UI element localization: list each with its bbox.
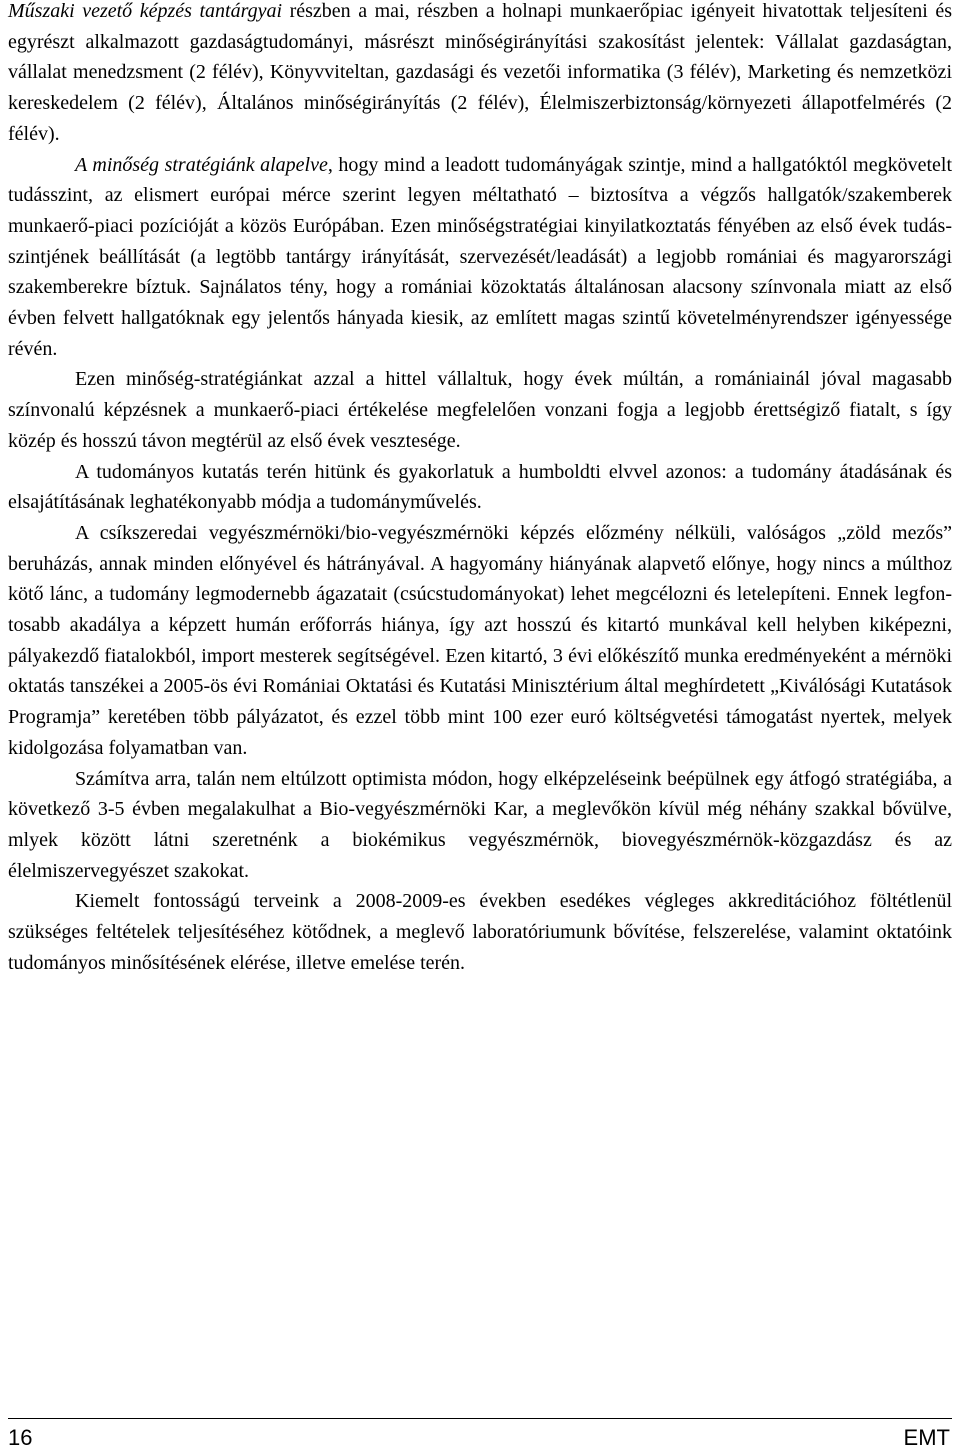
document-body [8, 0, 952, 979]
footer-label: EMT [903, 1425, 950, 1450]
paragraph-research: A tudományos kutatás terén hitünk és gyakorlatuk a humboldti elvvel azonos: a tudomány átadásának és elsajátításának leghatékonyabb módja a tudományművelés. [8, 460, 952, 514]
paragraph-curriculum [8, 0, 952, 150]
paragraph-text: , hogy mind a leadott tudományágak szintje, mind a hallgatóktól megkövetelt tudásszint, az elismert európai mérce szerint legyen méltatható – biztosítva a végzős hallgatók/szakemberek munkaerő-piaci pozícióját a közös Európában. Ezen minőségstratégiai kinyilatkoztatás fényében az első évek tudás-szintjének beállítását (a legtöbb tantárgy irányítását, szervezését/leadását) a legjobb romániai és magyarországi szakemberekre bíztuk. Sajnálatos tény, hogy a romániai közoktatás általánosan alacsony színvonala miatt az első évben felvett hallgatóknak egy jelentős hányada kiesik, az említett magas szintű követelményrendszer igényessége révén. [8, 153, 953, 360]
paragraph-emphasis: A minőség stratégiánk alapelve [75, 153, 328, 176]
page-number: 16 [8, 1425, 33, 1450]
paragraph-engineering-training: A csíkszeredai vegyészmérnöki/bio-vegyészmérnöki képzés előzmény nélküli, valóságos „zöld mezős” beruházás, annak minden előnyével és hátrányával. A hagyomány hiányának alapvető előnye, hogy nincs a múlthoz kötő lánc, a tudomány legmodernebb ágazatait (csúcstudományokat) lehet megcélozni és letelepíteni. Ennek legfontosabb akadálya a képzett humán erőforrás hiánya, így azt hosszú és kitartó munkával kell helyben kiképezni, pályakezdő fiatalokból, import mesterek segítségével. Ezen kitartó, 3 évi előkészítő munka eredményeként a mérnöki oktatás tanszékei a 2005-ös évi Romániai Oktatási és Kutatási Minisztérium által meghírdetett „Kiválósági Kutatások Programja” keretében több pályázatot, és ezzel több mint 100 ezer euró költségvetési támogatást nyertek, melyek kidolgozása folyamatban van. [8, 521, 952, 759]
paragraph-emphasis: Műszaki vezető képzés tantárgyai [8, 0, 283, 22]
paragraph-key-plans: Kiemelt fontosságú terveink a 2008-2009-es években esedékes végleges akkreditációhoz föltétlenül szükséges feltételek teljesítéséhez kötődnek, a meglevő laboratóriumunk bővítése, felszerelése, valamint oktatóink tudományos minősítésének elérése, illetve emelése terén. [8, 890, 952, 974]
paragraph-text: részben a mai, részben a holnapi munkaerőpiac igényeit hivatottak teljesíteni és egyrészt alkalmazott gazdaságtudományi, másrészt minőségirányítási szakosítást jelentek: Vállalat gazdaságtan, vállalat menedzsment (2 félév), Könyvviteltan, gazdasági és vezetői informatika (3 félév), Marketing és nemzetközi kereskedelem (2 félév), Általános minőségirányítás (2 félév), Élelmiszerbiztonság/környezeti állapotfelmérés (2 félév). [8, 0, 952, 145]
paragraph-quality-strategy [8, 150, 952, 365]
paragraph-strategy-belief: Ezen minőség-stratégiánkat azzal a hittel vállaltuk, hogy évek múltán, a romániainál jóval magasabb színvonalú képzésnek a munkaerő-piaci értékelése megfelelően vonzani fogja a legjobb érettségiző fiatalt, s így közép és hosszú távon megtérül az első évek vesztesége. [8, 368, 952, 452]
paragraph-future-faculty: Számítva arra, talán nem eltúlzott optimista módon, hogy elképzeléseink beépülnek egy átfogó stratégiába, a következő 3-5 évben megalakulhat a Bio-vegyészmérnöki Kar, a meglevőkön kívül még néhány szakkal bővülve, mlyek között látni szeretnénk a biokémikus vegyészmérnök, biovegyészmérnök-közgazdász és az élelmiszervegyészet szakokat. [8, 767, 952, 882]
footer-divider [8, 1418, 952, 1419]
